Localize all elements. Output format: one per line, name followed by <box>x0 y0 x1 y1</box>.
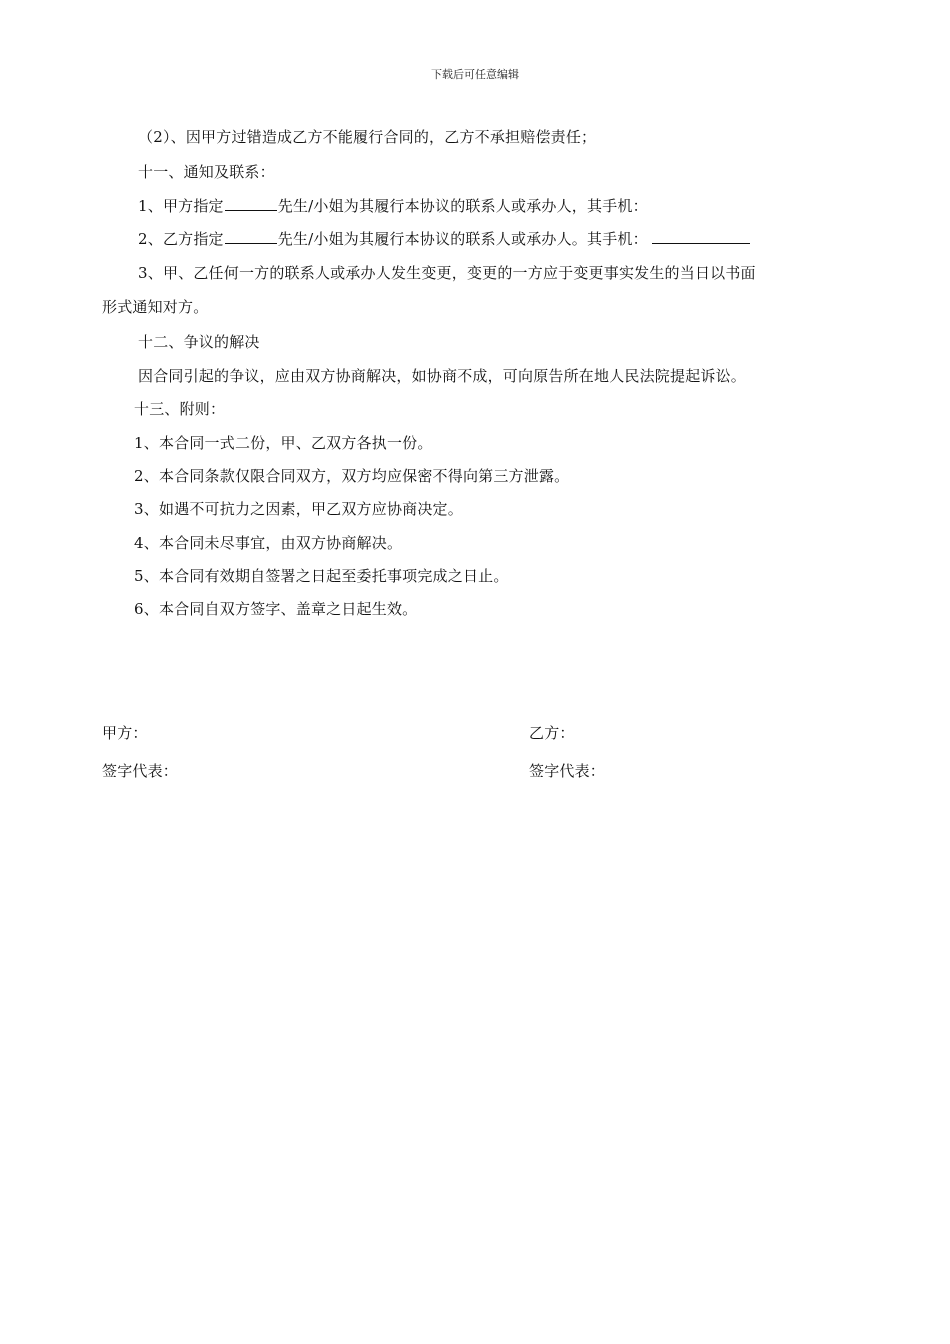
clause-11-2-suffix: 先生/小姐为其履行本协议的联系人或承办人。其手机： <box>277 230 648 248</box>
clause-11-1-suffix: 先生/小姐为其履行本协议的联系人或承办人，其手机： <box>277 197 648 215</box>
clause-13-6: 6、本合同自双方签字、盖章之日起生效。 <box>134 600 418 618</box>
clause-13-3: 3、如遇不可抗力之因素，甲乙双方应协商决定。 <box>134 500 463 518</box>
phone-blank-b <box>652 229 750 244</box>
party-a-representative-label: 签字代表： <box>102 762 179 780</box>
section-13-title: 十三、附则： <box>134 400 226 418</box>
party-a-label: 甲方： <box>102 724 148 742</box>
clause-11-2 <box>138 229 750 249</box>
clause-13-5: 5、本合同有效期自签署之日起至委托事项完成之日止。 <box>134 567 509 585</box>
clause-13-4: 4、本合同未尽事宜，由双方协商解决。 <box>134 534 403 552</box>
clause-11-1-prefix: 1、甲方指定 <box>138 197 224 215</box>
clause-11-1 <box>138 196 648 216</box>
party-b-label: 乙方： <box>529 724 575 742</box>
clause-11-3-line1: 3、甲、乙任何一方的联系人或承办人发生变更，变更的一方应于变更事实发生的当日以书面 <box>138 264 756 282</box>
section-12-title: 十二、争议的解决 <box>138 333 260 351</box>
clause-11-3-line2: 形式通知对方。 <box>102 298 209 316</box>
section-11-title: 十一、通知及联系： <box>138 163 275 181</box>
clause-13-1: 1、本合同一式二份，甲、乙双方各执一份。 <box>134 434 433 452</box>
clause-11-2-prefix: 2、乙方指定 <box>138 230 224 248</box>
page-header: 下载后可任意编辑 <box>431 68 519 81</box>
clause-13-2: 2、本合同条款仅限合同双方，双方均应保密不得向第三方泄露。 <box>134 467 570 485</box>
party-b-representative-label: 签字代表： <box>529 762 606 780</box>
contact-name-blank-a <box>225 196 277 211</box>
section-12-body: 因合同引起的争议，应由双方协商解决，如协商不成，可向原告所在地人民法院提起诉讼。 <box>138 367 747 385</box>
clause-10-2: （2）、因甲方过错造成乙方不能履行合同的，乙方不承担赔偿责任； <box>138 128 597 146</box>
contact-name-blank-b <box>225 229 277 244</box>
